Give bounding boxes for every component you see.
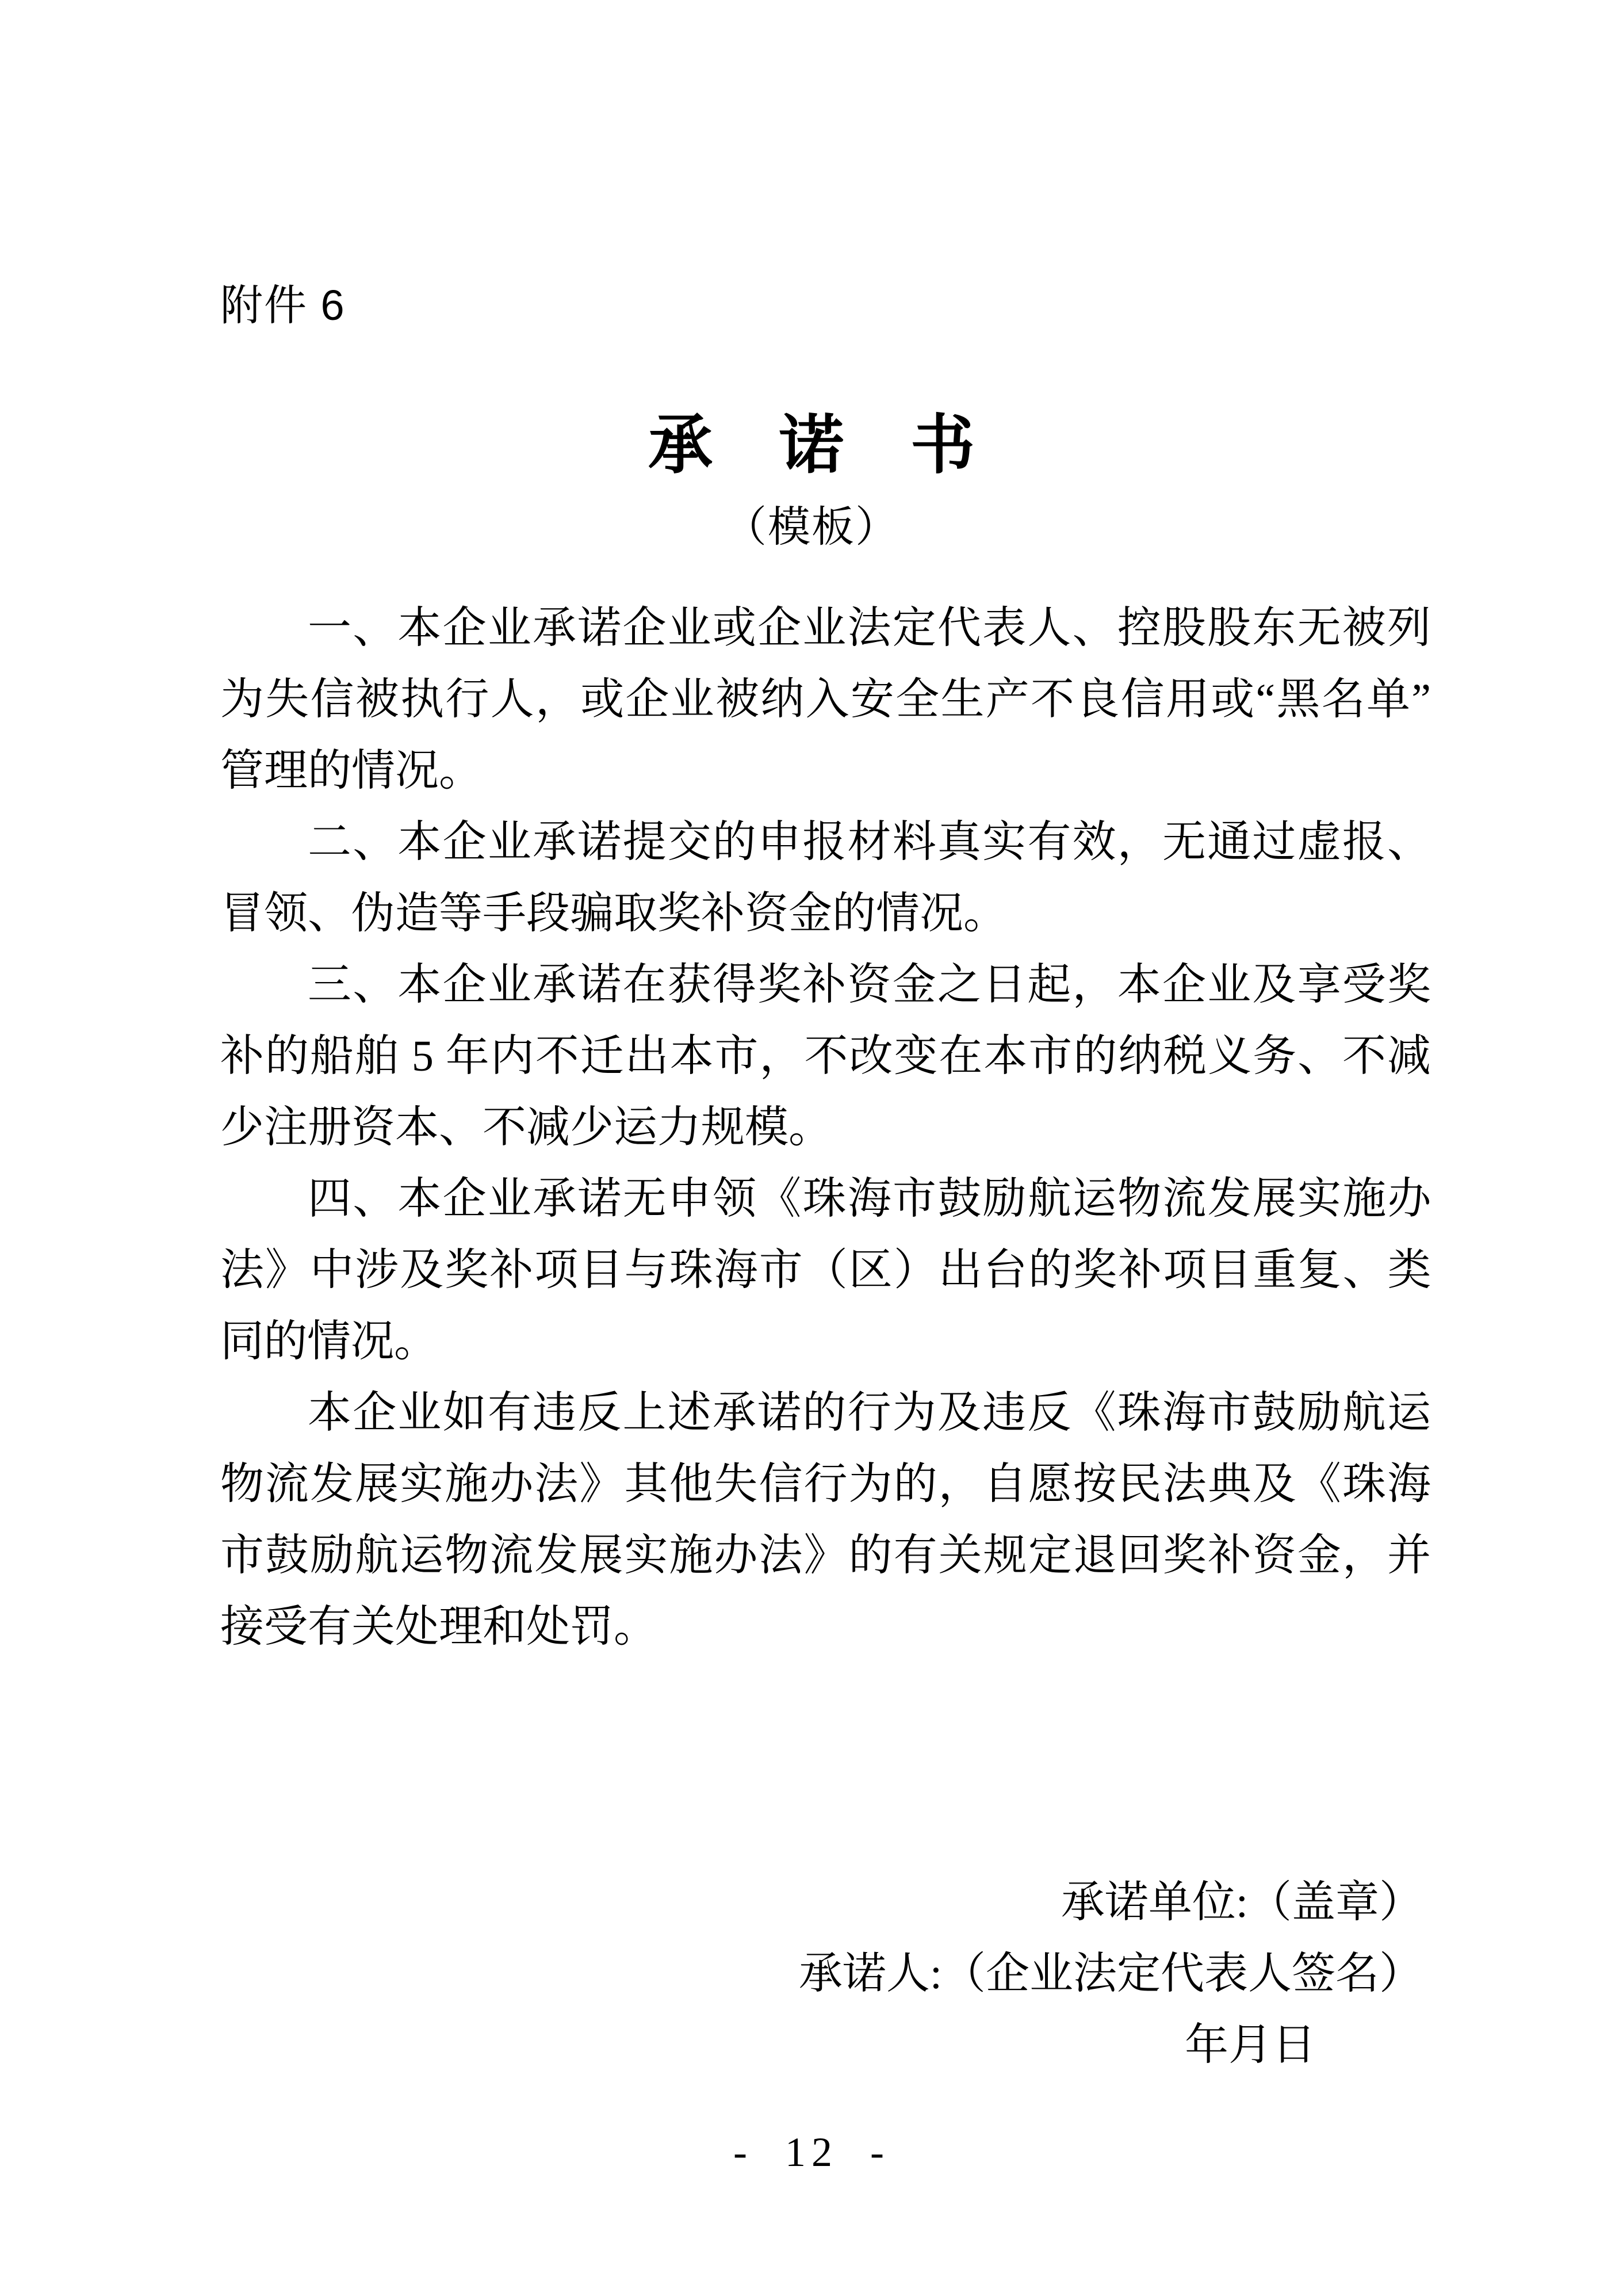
paragraph-three: 三、本企业承诺在获得奖补资金之日起，本企业及享受奖补的船舶 5 年内不迁出本市，不改变在本市的纳税义务、不减少注册资本、不减少运力规模。 <box>220 961 1431 1152</box>
paragraph-four: 四、本企业承诺无申领《珠海市鼓励航运物流发展实施办法》中涉及奖补项目与珠海市（区）出台的奖补项目重复、类同的情况。 <box>220 1175 1431 1366</box>
signature-date-line: 年月日 <box>1185 2021 1316 2069</box>
paragraph-two: 二、本企业承诺提交的申报材料真实有效，无通过虚报、冒领、伪造等手段骗取奖补资金的情况。 <box>220 818 1431 938</box>
page-number-footer: - 12 - <box>733 2129 890 2175</box>
page-title: 承 诺 书 <box>648 410 1000 482</box>
paragraph-one: 一、本企业承诺企业或企业法定代表人、控股股东无被列为失信被执行人，或企业被纳入安全生产不良信用或“黑名单”管理的情况。 <box>220 604 1431 795</box>
signature-unit-line: 承诺单位:（盖章） <box>1061 1878 1423 1927</box>
paragraph-closing: 本企业如有违反上述承诺的行为及违反《珠海市鼓励航运物流发展实施办法》其他失信行为的，自愿按民法典及《珠海市鼓励航运物流发展实施办法》的有关规定退回奖补资金，并接受有关处理和处罚。 <box>220 1389 1431 1651</box>
attachment-label: 附件 6 <box>220 281 346 329</box>
title-block <box>0 403 1623 555</box>
page-subtitle: （模板） <box>724 504 899 552</box>
signature-person-line: 承诺人:（企业法定代表人签名） <box>798 1950 1423 1998</box>
signature-block <box>220 1867 1431 2081</box>
body-content <box>220 593 1431 1663</box>
